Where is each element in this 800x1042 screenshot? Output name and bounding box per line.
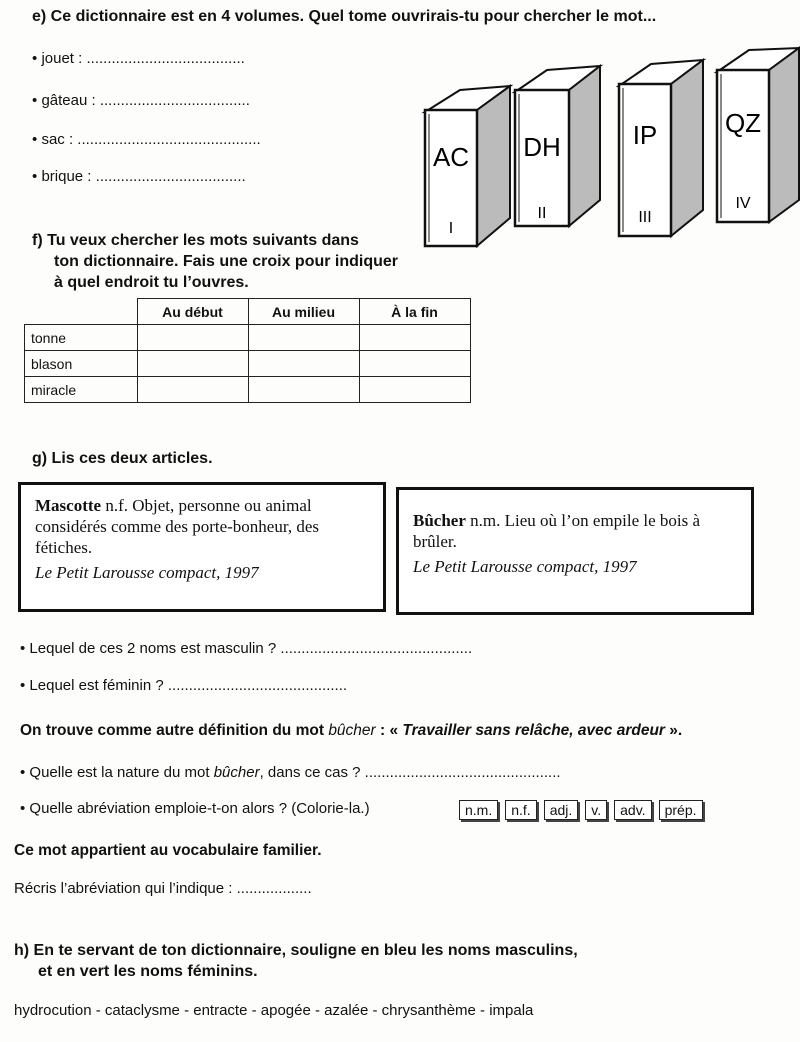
bullet: •	[32, 50, 38, 67]
article-source: Le Petit Larousse compact, 1997	[35, 563, 259, 582]
checkbox-cell[interactable]	[359, 377, 470, 403]
section-h-title: h) En te servant de ton dictionnaire, souligne en bleu les noms masculins, et en vert les noms féminins.	[14, 942, 578, 980]
abbreviation-v-option[interactable]: v.	[585, 800, 607, 820]
dictionary-volumes-illustration	[415, 40, 800, 250]
abbreviation-adv-option[interactable]: adv.	[614, 800, 651, 820]
abbreviation-adj-option[interactable]: adj.	[544, 800, 579, 820]
article-headword: Mascotte	[35, 496, 102, 515]
answer-line[interactable]: ..................	[236, 880, 312, 897]
answer-line[interactable]: ...........................................	[167, 677, 348, 694]
article-headword: Bûcher	[413, 511, 466, 530]
word-label: brique :	[41, 168, 92, 185]
checkbox-cell[interactable]	[359, 351, 470, 377]
volume-4-numeral: IV	[735, 195, 751, 212]
volume-2-letters: DH	[523, 132, 561, 162]
bullet: •	[32, 168, 38, 185]
volume-2-numeral: II	[537, 205, 547, 222]
column-header: Au milieu	[248, 299, 359, 325]
question-abbreviation: • Quelle abréviation emploie-t-on alors ? (Colorie-la.)	[20, 800, 370, 817]
list-item-brique	[32, 168, 246, 185]
answer-line[interactable]: ....................................	[99, 92, 250, 109]
checkbox-cell[interactable]	[248, 351, 359, 377]
table-row	[25, 377, 471, 403]
rewrite-abbreviation-line: Récris l’abréviation qui l’indique : ..................	[14, 880, 312, 897]
section-f-title: f) Tu veux chercher les mots suivants dans ton dictionnaire. Fais une croix pour indiquer à quel endroit tu l’ouvres.	[32, 232, 399, 291]
volume-4-letters: QZ	[724, 108, 762, 138]
question-nature: • Quelle est la nature du mot bûcher, dans ce cas ? ...............................................	[20, 764, 561, 781]
bullet: •	[32, 131, 38, 148]
article-definition: n.f. Objet, personne ou animal considérés comme des porte-bonheur, des fétiches.	[35, 496, 319, 557]
checkbox-cell[interactable]	[137, 325, 248, 351]
abbreviation-prep-option[interactable]: prép.	[659, 800, 703, 820]
volume-4-icon	[717, 48, 799, 222]
list-item-gateau	[32, 92, 250, 109]
article-mascotte	[18, 482, 386, 612]
abbreviation-nf-option[interactable]: n.f.	[505, 800, 536, 820]
volume-3-letters: IP	[632, 120, 658, 150]
row-label: tonne	[25, 325, 138, 351]
question-feminine: • Lequel est féminin ? ...........................................	[20, 677, 348, 694]
volume-1-letters: AC	[432, 142, 470, 172]
checkbox-cell[interactable]	[137, 351, 248, 377]
dictionary-position-table	[24, 298, 471, 403]
row-label: blason	[25, 351, 138, 377]
word-label: gâteau :	[41, 92, 96, 109]
volume-2-icon	[515, 66, 600, 226]
answer-line[interactable]: ......................................	[86, 50, 245, 67]
question-masculine: • Lequel de ces 2 noms est masculin ? ..............................................	[20, 640, 473, 657]
checkbox-cell[interactable]	[248, 377, 359, 403]
column-header: Au début	[137, 299, 248, 325]
volume-3-numeral: III	[638, 209, 652, 226]
abbreviation-nm-option[interactable]: n.m.	[459, 800, 498, 820]
checkbox-cell[interactable]	[248, 325, 359, 351]
section-g-title: g) Lis ces deux articles.	[32, 450, 213, 467]
table-row	[25, 351, 471, 377]
list-item-sac	[32, 131, 261, 148]
volume-3-icon	[619, 60, 703, 236]
table-header-row	[25, 299, 471, 325]
article-definition: n.m. Lieu où l’on empile le bois à brûler.	[413, 511, 701, 551]
checkbox-cell[interactable]	[359, 325, 470, 351]
word-label: sac :	[41, 131, 74, 148]
column-header: À la fin	[359, 299, 470, 325]
familiar-vocabulary-note: Ce mot appartient au vocabulaire familier.	[14, 842, 322, 859]
word-label: jouet :	[41, 50, 83, 67]
answer-line[interactable]: ....................................	[95, 168, 246, 185]
bullet: •	[32, 92, 38, 109]
answer-line[interactable]: ............................................	[77, 131, 261, 148]
checkbox-cell[interactable]	[137, 377, 248, 403]
answer-line[interactable]: ...............................................	[364, 764, 561, 781]
article-bucher	[396, 487, 754, 615]
other-definition-line: On trouve comme autre définition du mot bûcher : « Travailler sans relâche, avec ardeur ».	[20, 722, 683, 739]
section-e-title: e) Ce dictionnaire est en 4 volumes. Quel tome ouvrirais-tu pour chercher le mot...	[32, 8, 657, 25]
list-item-jouet	[32, 50, 245, 67]
abbreviation-options	[459, 800, 710, 820]
table-row	[25, 325, 471, 351]
volume-1-icon	[425, 86, 510, 246]
volume-1-numeral: I	[448, 220, 454, 237]
words-to-underline[interactable]: hydrocution - cataclysme - entracte - apogée - azalée - chrysanthème - impala	[14, 1002, 534, 1019]
article-source: Le Petit Larousse compact, 1997	[413, 557, 637, 576]
answer-line[interactable]: ..............................................	[280, 640, 473, 657]
row-label: miracle	[25, 377, 138, 403]
